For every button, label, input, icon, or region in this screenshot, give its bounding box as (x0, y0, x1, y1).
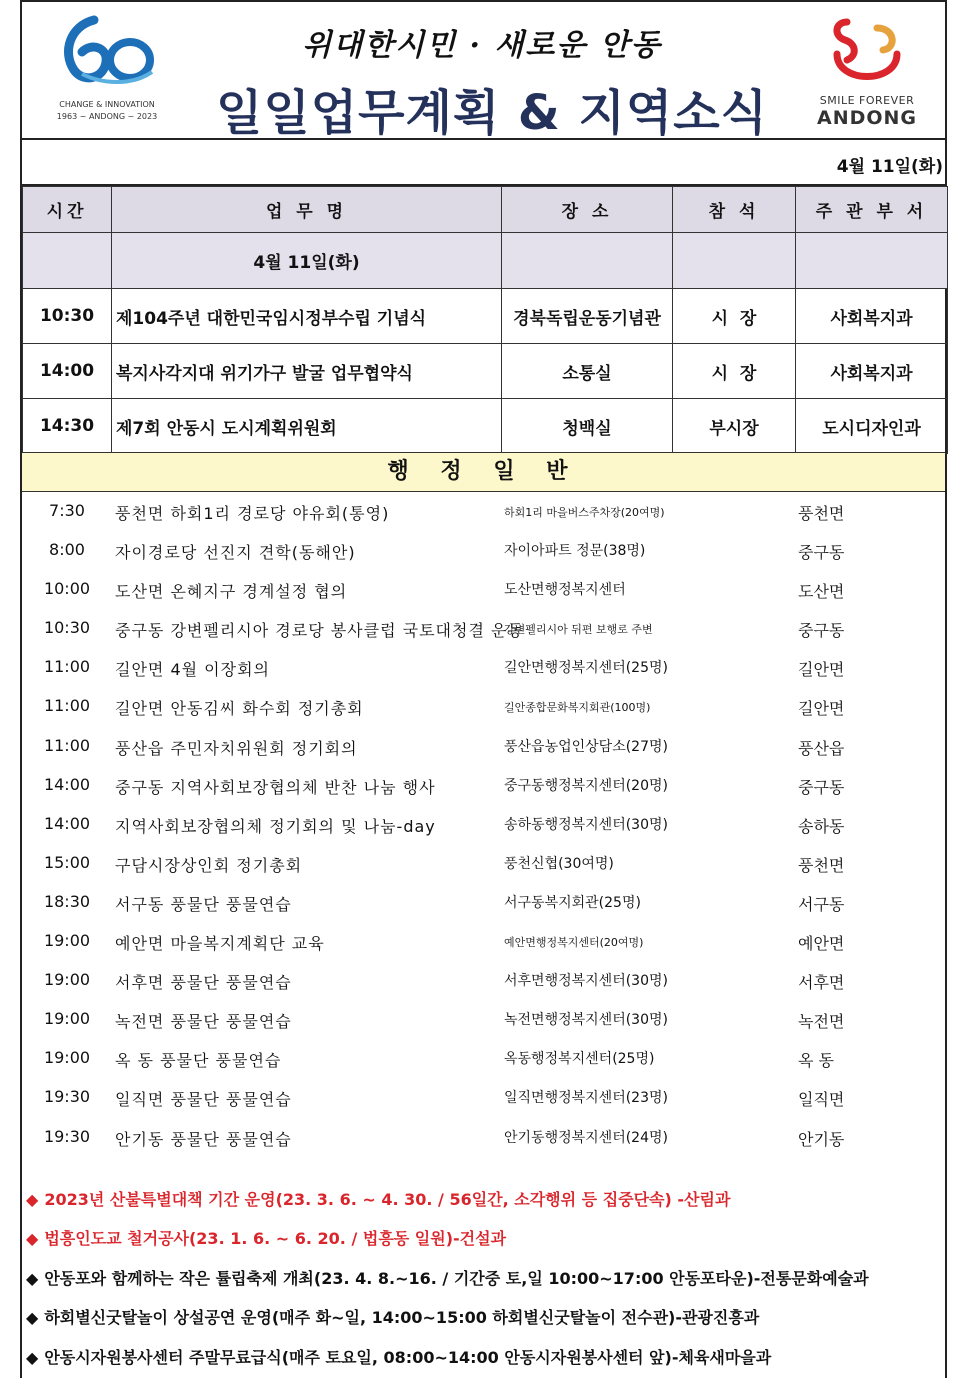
column-header: 시간 (23, 187, 112, 233)
notice-text: 안동시자원봉사센터 주말무료급식(매주 토요일, 08:00~14:00 안동시자원봉사센터 앞)-체육새마을과 (44, 1347, 772, 1367)
list-item (22, 648, 945, 687)
row-time: 10:30 (23, 289, 112, 344)
item-task: 옥 동 풍물단 풍물연습 (115, 1051, 282, 1071)
logo-caption-1: CHANGE & INNOVATION (59, 100, 155, 109)
item-time: 19:30 (43, 1087, 91, 1107)
item-task: 안기동 풍물단 풍물연습 (115, 1129, 292, 1149)
schedule-date-row (23, 233, 948, 289)
notice-text: 하회별신굿탈놀이 상설공연 운영(매주 화~일, 14:00~15:00 하회별신굿탈놀이 전수관)-관광진흥과 (44, 1308, 760, 1328)
item-place: 중구동행정복지센터(20명) (504, 777, 668, 794)
column-header: 업 무 명 (112, 187, 502, 233)
diamond-bullet-icon: ◆ (26, 1268, 39, 1288)
document-date: 4월 11일(화) (836, 157, 943, 177)
item-place: 풍산읍농업인상담소(27명) (504, 738, 668, 755)
item-time: 14:00 (43, 774, 91, 794)
row-time: 14:30 (23, 399, 112, 454)
item-task: 예안면 마을복지계획단 교육 (115, 934, 325, 954)
item-dept: 풍산읍 (798, 738, 845, 758)
item-dept: 길안면 (798, 699, 845, 719)
logo-caption-3: SMILE FOREVER (819, 94, 915, 107)
item-task: 중구동 강변펠리시아 경로당 봉사클럽 국토대청결 운동 (115, 621, 524, 641)
list-item (22, 766, 945, 805)
item-task: 서후면 풍물단 풍물연습 (115, 973, 292, 993)
item-dept: 예안면 (798, 934, 845, 954)
item-time: 8:00 (49, 540, 85, 560)
sixty-anniversary-icon (52, 12, 162, 92)
row-task: 복지사각지대 위기가구 발굴 업무협약식 (112, 344, 502, 399)
item-time: 10:00 (43, 579, 91, 599)
andong-logo (807, 14, 927, 132)
notice-item (22, 1259, 945, 1298)
logo-caption-4: ANDONG (816, 107, 918, 129)
list-item (22, 609, 945, 648)
admin-list (22, 492, 945, 1157)
row-place: 소통실 (502, 344, 673, 399)
item-dept: 중구동 (798, 621, 845, 641)
item-dept: 중구동 (798, 777, 845, 797)
item-time: 11:00 (43, 657, 91, 677)
schedule-table (22, 186, 948, 454)
row-attendee: 시 장 (673, 289, 796, 344)
item-time: 15:00 (43, 852, 91, 872)
list-item (22, 570, 945, 609)
row-dept: 사회복지과 (796, 344, 948, 399)
item-time: 10:30 (43, 618, 91, 638)
notice-text: 안동포와 함께하는 작은 튤립축제 개최(23. 4. 8.~16. / 기간중 토,일 10:00~17:00 안동포타운)-전통문화예술과 (44, 1268, 869, 1288)
item-dept: 송하동 (798, 816, 845, 836)
document-header (22, 0, 945, 140)
date-row (22, 140, 945, 186)
item-task: 도산면 온혜지구 경계설정 협의 (115, 582, 348, 602)
item-time: 19:00 (43, 931, 91, 951)
row-dept: 사회복지과 (796, 289, 948, 344)
diamond-bullet-icon: ◆ (26, 1347, 39, 1367)
item-task: 녹전면 풍물단 풍물연습 (115, 1012, 292, 1032)
item-place: 안기동행정복지센터(24명) (504, 1129, 668, 1146)
list-item (22, 1000, 945, 1039)
row-time: 14:00 (23, 344, 112, 399)
item-place: 녹전면행정복지센터(30명) (504, 1012, 668, 1029)
row-dept: 도시디자인과 (796, 399, 948, 454)
anniversary-logo (52, 12, 162, 124)
slogan: 위대한시민 · 새로운 안동 (302, 28, 662, 63)
item-place: 풍천신협(30여명) (504, 855, 614, 872)
row-attendee: 부시장 (673, 399, 796, 454)
item-dept: 풍천면 (798, 855, 845, 875)
diamond-bullet-icon: ◆ (26, 1308, 39, 1328)
page-title: 일일업무계획 & 지역소식 (216, 85, 768, 141)
item-task: 서구동 풍물단 풍물연습 (115, 894, 292, 914)
item-dept: 옥 동 (798, 1051, 834, 1071)
item-place: 송하동행정복지센터(30명) (504, 816, 668, 833)
item-task: 풍천면 하회1리 경로당 야유회(통영) (115, 504, 390, 523)
diamond-bullet-icon: ◆ (26, 1229, 39, 1249)
admin-section-title: 행 정 일 반 (22, 452, 945, 492)
item-time: 11:00 (43, 696, 91, 716)
diamond-bullet-icon: ◆ (26, 1190, 39, 1209)
item-dept: 길안면 (798, 660, 845, 680)
item-dept: 일직면 (798, 1090, 845, 1110)
item-place: 서후면행정복지센터(30명) (504, 973, 668, 990)
smile-andong-icon (807, 14, 927, 94)
item-task: 중구동 지역사회보장협의체 반찬 나눔 행사 (115, 777, 436, 797)
list-item (22, 531, 945, 570)
schedule-date: 4월 11일(화) (112, 233, 502, 289)
item-place: 강변펠리시아 뒤편 보행로 주변 (504, 623, 653, 637)
item-place: 길안종합문화복지회관(100명) (504, 701, 651, 715)
item-time: 11:00 (43, 735, 91, 755)
notice-text: 법흥인도교 철거공사(23. 1. 6. ~ 6. 20. / 법흥동 일원)-건설과 (44, 1229, 507, 1249)
item-task: 구담시장상인회 정기총회 (115, 855, 303, 875)
item-task: 풍산읍 주민자치위원회 정기회의 (115, 738, 358, 758)
row-place: 경북독립운동기념관 (502, 289, 673, 344)
item-place: 서구동복지회관(25명) (504, 894, 641, 911)
document-page (20, 0, 947, 1378)
item-task: 길안면 4월 이장회의 (115, 660, 270, 680)
column-header: 장 소 (502, 187, 673, 233)
list-item (22, 961, 945, 1000)
item-place: 일직면행정복지센터(23명) (504, 1090, 668, 1107)
item-dept: 도산면 (798, 582, 845, 602)
item-task: 길안면 안동김씨 화수회 정기총회 (115, 699, 364, 719)
list-item (22, 805, 945, 844)
item-time: 19:00 (43, 970, 91, 990)
column-header: 주 관 부 서 (796, 187, 948, 233)
item-place: 예안면행정복지센터(20여명) (504, 936, 644, 950)
table-row (23, 289, 948, 344)
list-item (22, 844, 945, 883)
notice-text: 2023년 산불특별대책 기간 운영(23. 3. 6. ~ 4. 30. / 56일간, 소각행위 등 집중단속) -산림과 (44, 1190, 731, 1209)
item-time: 7:30 (49, 501, 85, 520)
list-item (22, 883, 945, 922)
list-item (22, 492, 945, 531)
item-dept: 녹전면 (798, 1012, 845, 1032)
row-task: 제104주년 대한민국임시정부수립 기념식 (112, 289, 502, 344)
item-task: 지역사회보장협의체 정기회의 및 나눔-day (115, 816, 436, 836)
item-dept: 서구동 (798, 894, 845, 914)
list-item (22, 727, 945, 766)
item-place: 길안면행정복지센터(25명) (504, 660, 668, 677)
item-time: 18:30 (43, 891, 91, 911)
list-item (22, 1118, 945, 1157)
item-task: 일직면 풍물단 풍물연습 (115, 1090, 292, 1110)
row-place: 청백실 (502, 399, 673, 454)
item-time: 14:00 (43, 813, 91, 833)
item-time: 19:00 (43, 1048, 91, 1068)
notice-item (22, 1180, 945, 1219)
notice-list (22, 1180, 945, 1377)
list-item (22, 1039, 945, 1078)
row-task: 제7회 안동시 도시계획위원회 (112, 399, 502, 454)
list-item (22, 1078, 945, 1117)
row-attendee: 시 장 (673, 344, 796, 399)
item-place: 하회1리 마을버스주차장(20여명) (504, 506, 665, 519)
table-row (23, 399, 948, 454)
notice-item (22, 1338, 945, 1377)
item-place: 자이아파트 정문(38명) (504, 543, 646, 560)
notice-item (22, 1298, 945, 1337)
item-dept: 중구동 (798, 543, 845, 563)
item-time: 19:30 (43, 1126, 91, 1146)
item-task: 자이경로당 선진지 견학(동해안) (115, 543, 356, 563)
schedule-header-row (23, 187, 948, 233)
item-dept: 안기동 (798, 1129, 845, 1149)
table-row (23, 344, 948, 399)
item-dept: 서후면 (798, 973, 845, 993)
list-item (22, 922, 945, 961)
item-dept: 풍천면 (798, 504, 845, 523)
logo-caption-2: 1963 ~ ANDONG ~ 2023 (56, 112, 158, 121)
item-place: 옥동행정복지센터(25명) (504, 1051, 655, 1068)
list-item (22, 687, 945, 726)
notice-item (22, 1219, 945, 1258)
item-place: 도산면행정복지센터 (504, 582, 626, 599)
column-header: 참 석 (673, 187, 796, 233)
item-time: 19:00 (43, 1009, 91, 1029)
